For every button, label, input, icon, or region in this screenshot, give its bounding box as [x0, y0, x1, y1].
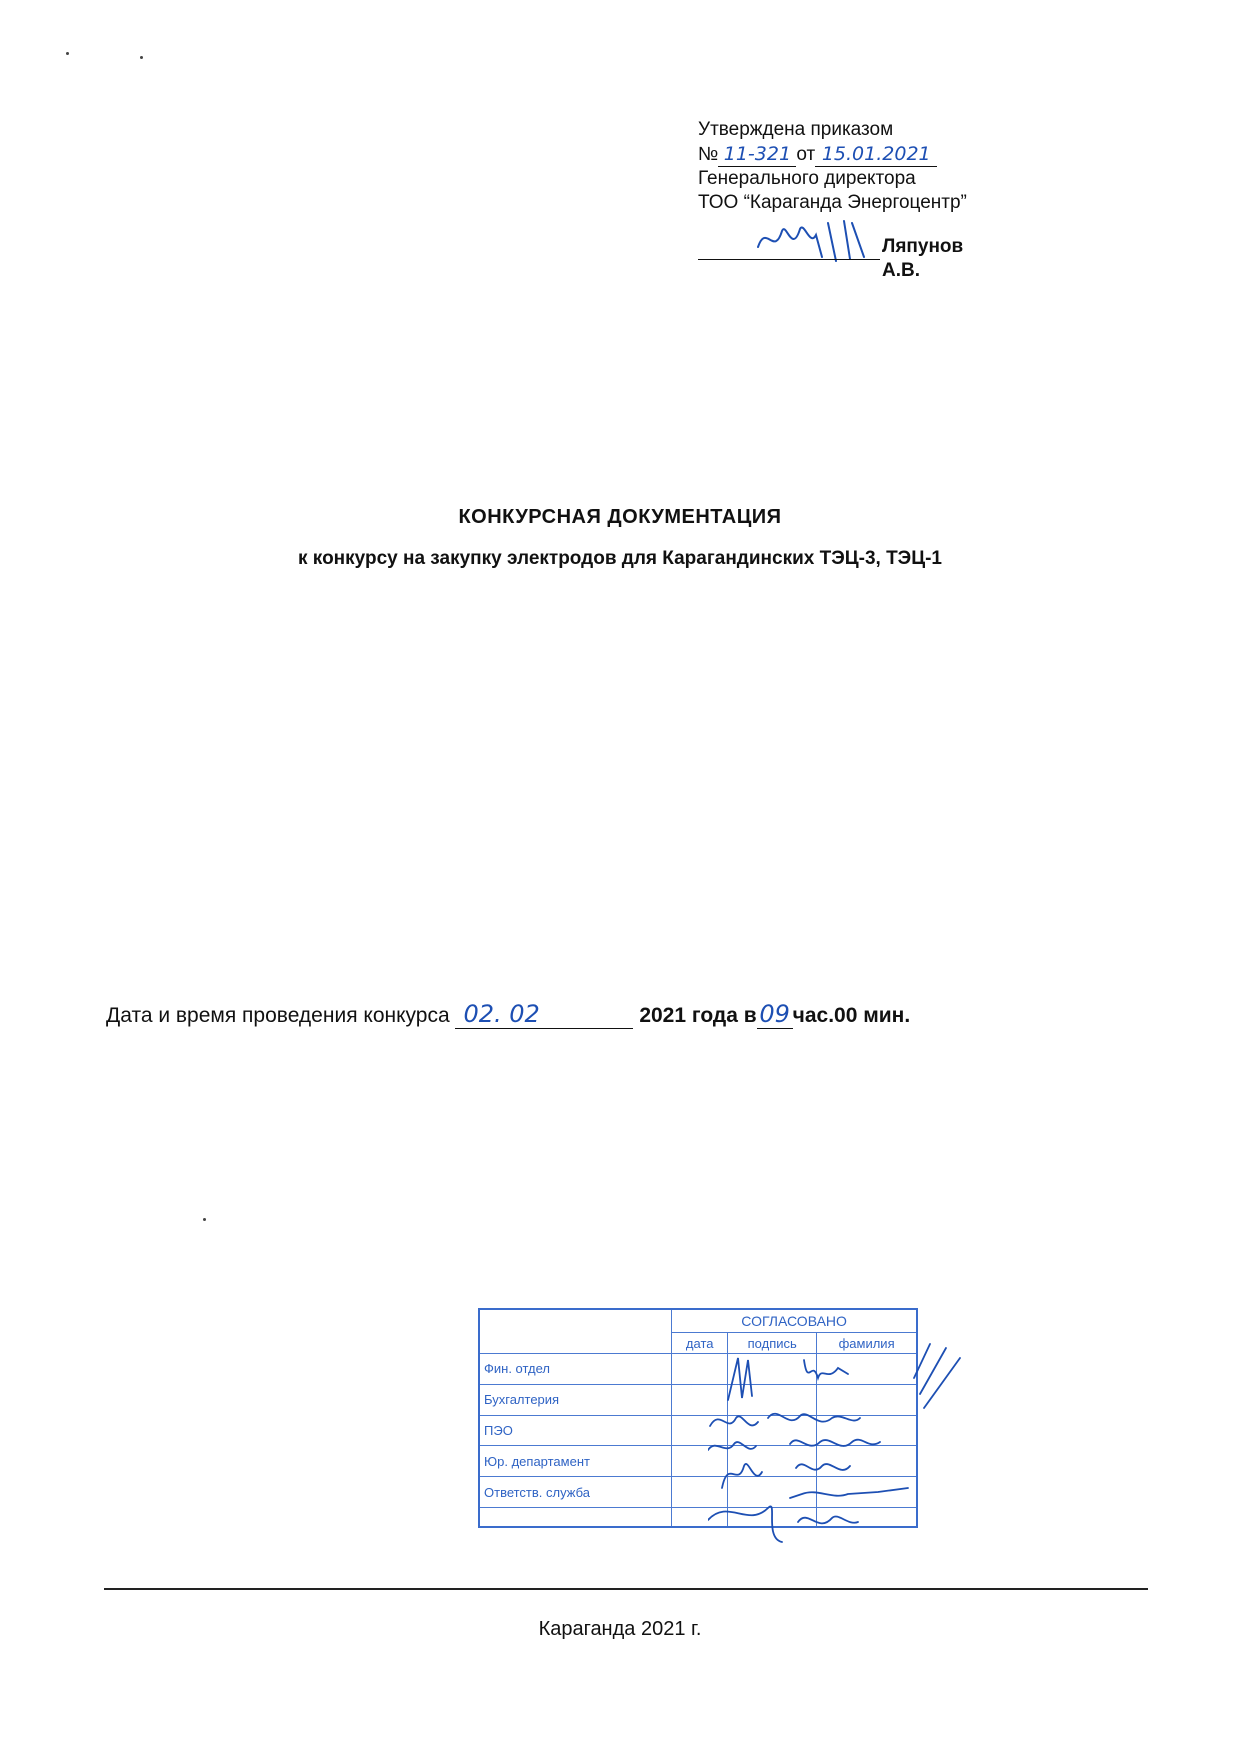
stamp-row-label: Фин. отдел	[479, 1354, 672, 1385]
stamp-row-label: Юр. департамент	[479, 1446, 672, 1477]
scan-speck	[140, 56, 143, 59]
document-title: КОНКУРСНАЯ ДОКУМЕНТАЦИЯ	[458, 506, 782, 528]
stamp-col-date: дата	[672, 1333, 728, 1354]
meeting-hour: 09	[757, 1000, 793, 1029]
scan-speck	[66, 52, 69, 55]
director-signature-icon	[752, 217, 872, 263]
approval-line-1: Утверждена приказом	[698, 119, 894, 140]
director-name: Ляпунов А.В.	[882, 236, 964, 281]
signature-underline	[698, 259, 880, 260]
stamp-header: СОГЛАСОВАНО	[672, 1309, 917, 1333]
order-date: 15.01.2021	[815, 142, 937, 167]
order-number: 11-321	[718, 142, 796, 167]
approval-block	[698, 118, 967, 281]
meeting-year: 2021 года в	[639, 1004, 757, 1027]
document-subtitle: к конкурсу на закупку электродов для Карагандинских ТЭЦ-3, ТЭЦ-1	[298, 548, 942, 569]
scan-speck	[203, 1218, 206, 1221]
director-signature-line	[698, 223, 967, 281]
meeting-date: 02. 02	[455, 1000, 633, 1029]
approval-line-3: Генерального директора	[698, 168, 916, 189]
stamp-signatures-icon	[708, 1338, 968, 1548]
city-year: Караганда 2021 г.	[538, 1618, 702, 1640]
approval-stamp	[478, 1308, 918, 1528]
stamp-row-label: Ответств. служба	[479, 1477, 672, 1508]
stamp-row-label: Бухгалтерия	[479, 1384, 672, 1415]
footer-rule	[104, 1588, 1148, 1590]
meeting-date-line	[106, 1000, 910, 1029]
number-label: №	[698, 144, 719, 165]
approval-order-line	[698, 142, 967, 167]
approval-line-4: ТОО “Караганда Энергоцентр”	[698, 192, 967, 213]
date-label: от	[796, 144, 816, 165]
stamp-col-surname: фамилия	[817, 1333, 917, 1354]
stamp-col-signature: подпись	[728, 1333, 817, 1354]
meeting-time-suffix: час.00 мин.	[792, 1004, 911, 1027]
stamp-row-label: ПЭО	[479, 1415, 672, 1446]
meeting-label: Дата и время проведения конкурса	[106, 1004, 450, 1027]
